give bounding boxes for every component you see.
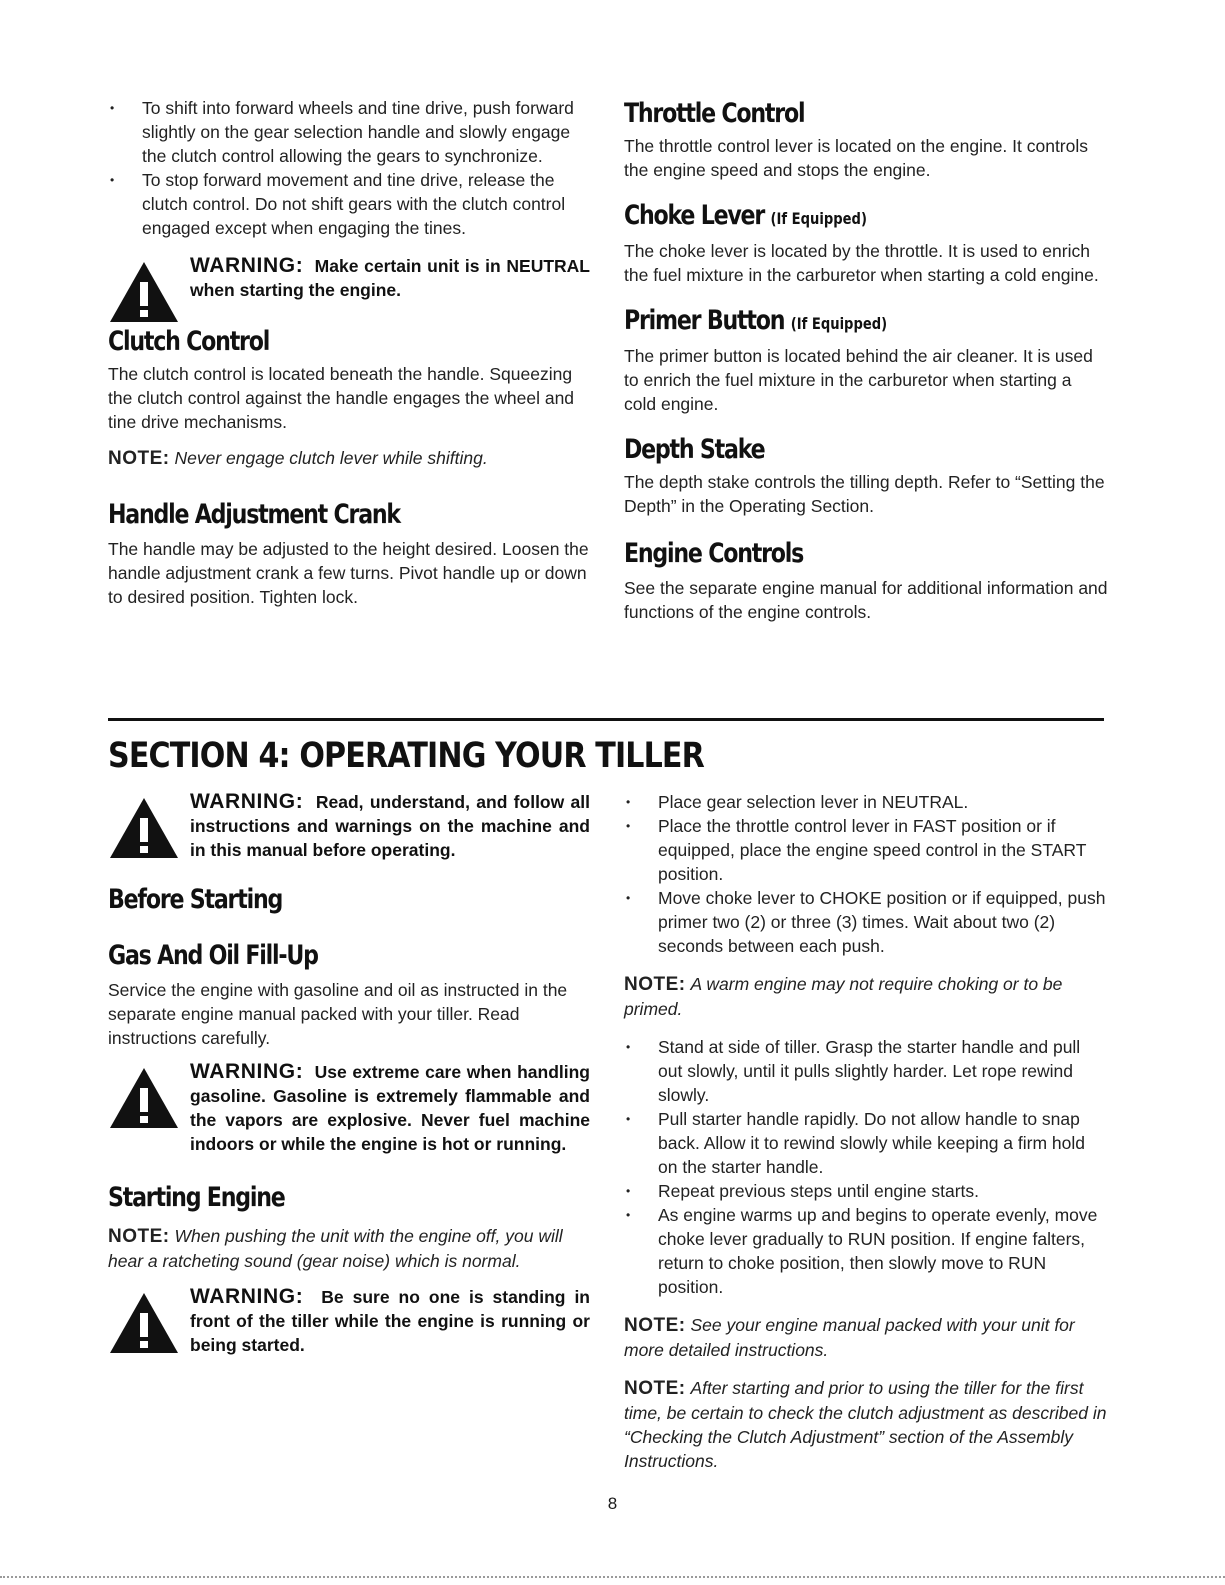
note-label: NOTE: xyxy=(624,1315,686,1336)
upper-right-column xyxy=(624,96,1108,624)
handle-adjustment-body: The handle may be adjusted to the height desired. Loosen the handle adjustment crank a few turns. Pivot handle up or down to desired position. Tighten lock. xyxy=(108,539,589,607)
list-item: • Stand at side of tiller. Grasp the starter handle and pull out slowly, until it pulls slightly harder. Let rope rewind slowly. xyxy=(624,1035,1108,1107)
starting-bullets xyxy=(624,1035,1108,1299)
neutral-warning xyxy=(108,254,590,302)
clutch-note xyxy=(108,446,590,471)
list-item: • Place the throttle control lever in FAST position or if equipped, place the engine speed control in the START position. xyxy=(624,814,1108,886)
list-item: • As engine warms up and begins to operate evenly, move choke lever gradually to RUN position. If engine falters, return to choke position, then slowly move to RUN position. xyxy=(624,1203,1108,1299)
warning-triangle-icon xyxy=(108,1066,180,1130)
warning-text: Make certain unit is in NEUTRAL when starting the engine. xyxy=(190,256,591,300)
handle-adjustment-heading: Handle Adjustment Crank xyxy=(108,499,400,530)
engine-manual-note xyxy=(624,1313,1108,1362)
note-label: NOTE: xyxy=(108,448,170,469)
scan-edge-divider xyxy=(0,1576,1225,1578)
throttle-control-heading: Throttle Control xyxy=(624,98,805,129)
prestart-bullets xyxy=(624,790,1108,958)
before-starting-heading: Before Starting xyxy=(108,884,283,915)
section-title: SECTION 4: OPERATING YOUR TILLER xyxy=(108,736,704,776)
throttle-control-body: The throttle control lever is located on the engine. It controls the engine speed and stops the engine. xyxy=(624,136,1089,180)
list-item: • Place gear selection lever in NEUTRAL. xyxy=(624,790,1108,814)
upper-left-column xyxy=(108,96,590,609)
primer-suffix: (If Equipped) xyxy=(790,314,888,333)
primer-button-heading xyxy=(624,303,1021,342)
clutch-control-heading: Clutch Control xyxy=(108,326,270,357)
standing-warning xyxy=(108,1285,590,1357)
choke-suffix: (If Equipped) xyxy=(770,209,867,228)
note-text: Never engage clutch lever while shifting. xyxy=(174,448,488,468)
warning-triangle-icon xyxy=(108,1291,180,1355)
warning-title: WARNING: xyxy=(190,790,304,813)
ratchet-note xyxy=(108,1224,590,1273)
engine-controls-body: See the separate engine manual for additional information and functions of the engine controls. xyxy=(624,578,1108,622)
clutch-adjustment-note xyxy=(624,1376,1108,1473)
page-number: 8 xyxy=(607,1494,618,1513)
list-item: • Repeat previous steps until engine starts. xyxy=(624,1179,1108,1203)
note-label: NOTE: xyxy=(624,1378,686,1399)
warning-title: WARNING: xyxy=(190,1060,304,1083)
choke-lever-heading xyxy=(624,198,1021,237)
lower-right-column xyxy=(624,790,1108,1473)
starting-engine-heading: Starting Engine xyxy=(108,1182,285,1213)
gasoline-warning xyxy=(108,1060,590,1156)
note-label: NOTE: xyxy=(624,974,686,995)
lower-left-column xyxy=(108,790,590,1357)
choke-title: Choke Lever xyxy=(624,200,765,231)
gas-oil-body: Service the engine with gasoline and oil as instructed in the separate engine manual packed with your tiller. Read instructions carefully. xyxy=(108,980,568,1048)
primer-title: Primer Button xyxy=(624,305,785,336)
warning-text: Read, understand, and follow all instructions and warnings on the machine and in this manual before operating. xyxy=(190,792,590,860)
choke-lever-body: The choke lever is located by the throttle. It is used to enrich the fuel mixture in the carburetor when starting a cold engine. xyxy=(624,241,1099,285)
note-text: See your engine manual packed with your unit for more detailed instructions. xyxy=(624,1315,1075,1360)
depth-stake-heading: Depth Stake xyxy=(624,434,765,465)
warm-engine-note xyxy=(624,972,1108,1021)
read-instructions-warning xyxy=(108,790,590,862)
warning-title: WARNING: xyxy=(190,254,304,277)
clutch-control-body: The clutch control is located beneath the handle. Squeezing the clutch control against the handle engages the wheel and tine drive mechanisms. xyxy=(108,364,575,432)
warning-text: Be sure no one is standing in front of the tiller while the engine is running or being started. xyxy=(190,1287,590,1355)
warning-triangle-icon xyxy=(108,796,180,860)
list-item: • Move choke lever to CHOKE position or if equipped, push primer two (2) or three (3) times. Wait about two (2) seconds between each push. xyxy=(624,886,1108,958)
note-text: After starting and prior to using the tiller for the first time, be certain to check the clutch adjustment as described in “Checking the Clutch Adjustment” section of the Assembly Instructions. xyxy=(624,1378,1107,1471)
section-divider xyxy=(108,718,1104,721)
warning-title: WARNING: xyxy=(190,1285,304,1308)
list-item: • To stop forward movement and tine drive, release the clutch control. Do not shift gears with the clutch control engaged except when engaging the tines. xyxy=(108,168,590,240)
note-text: A warm engine may not require choking or to be primed. xyxy=(624,974,1063,1019)
warning-triangle-icon xyxy=(108,260,180,324)
list-item: • Pull starter handle rapidly. Do not allow handle to snap back. Allow it to rewind slowly while keeping a firm hold on the starter handle. xyxy=(624,1107,1108,1179)
gas-oil-heading: Gas And Oil Fill-Up xyxy=(108,940,318,971)
note-text: When pushing the unit with the engine off, you will hear a ratcheting sound (gear noise) which is normal. xyxy=(108,1226,563,1271)
list-item: • To shift into forward wheels and tine drive, push forward slightly on the gear selection handle and slowly engage the clutch control allowing the gears to synchronize. xyxy=(108,96,590,168)
primer-button-body: The primer button is located behind the air cleaner. It is used to enrich the fuel mixture in the carburetor when starting a cold engine. xyxy=(624,346,1093,414)
warning-text: Use extreme care when handling gasoline. Gasoline is extremely flammable and the vapors are explosive. Never fuel machine indoors or while the engine is hot or running. xyxy=(190,1062,590,1154)
depth-stake-body: The depth stake controls the tilling depth. Refer to “Setting the Depth” in the Operating Section. xyxy=(624,472,1105,516)
engine-controls-heading: Engine Controls xyxy=(624,538,804,569)
note-label: NOTE: xyxy=(108,1226,170,1247)
shift-bullets xyxy=(108,96,590,240)
